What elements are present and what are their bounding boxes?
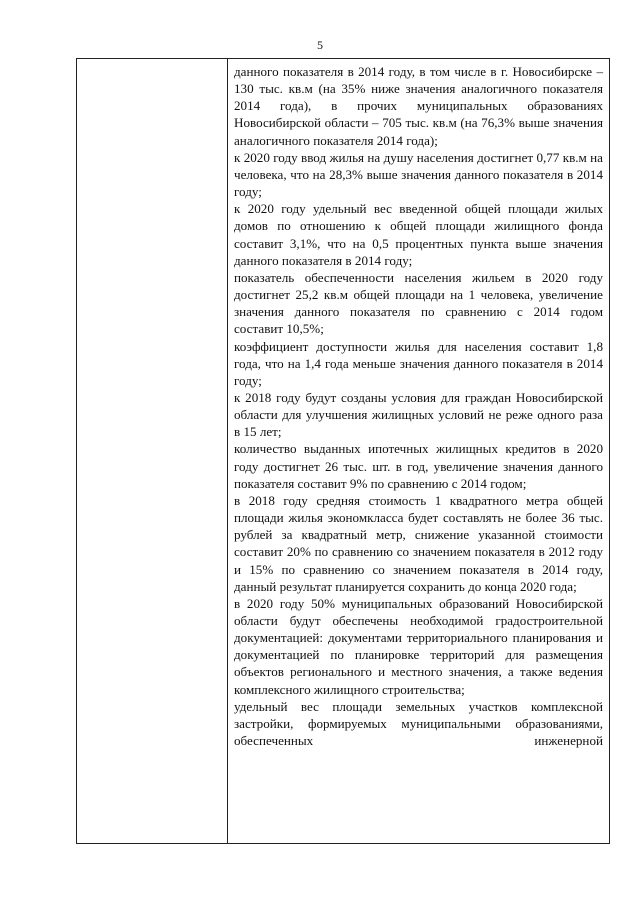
table-right-cell xyxy=(229,59,609,843)
paragraph-housing-provision: показатель обеспеченности населения жильем в 2020 году достигнет 25,2 кв.м общей площади на 1 человека, увеличение значения данного показателя по сравнению с 2014 годом составит 10,5%; xyxy=(234,269,603,337)
paragraph-urban-planning-docs: в 2020 году 50% муниципальных образований Новосибирской области будут обеспечены необходимой градостроительной документацией: документами территориального планирования и документацией по планировке территорий для размещения объектов регионального и местного значения, а также ведения комплексного жилищного строительства; xyxy=(234,595,603,697)
paragraph-mortgages: количество выданных ипотечных жилищных кредитов в 2020 году достигнет 26 тыс. шт. в год, увеличение значения данного показателя составит 9% по сравнению с 2014 годом; xyxy=(234,441,603,491)
paragraph-housing-per-capita: к 2020 году ввод жилья на душу населения достигнет 0,77 кв.м на человека, что на 28,3% выше значения данного показателя в 2014 году; xyxy=(234,149,603,200)
table-left-cell xyxy=(77,59,228,843)
document-table xyxy=(76,58,610,844)
paragraph-affordability: коэффициент доступности жилья для населения составит 1,8 года, что на 1,4 года меньше значения данного показателя в 2014 году; xyxy=(234,338,603,388)
paragraph-price-per-meter: в 2018 году средняя стоимость 1 квадратного метра общей площади жилья экономкласса будет составлять не более 36 тыс. рублей за квадратный метр, снижение указанной стоимости составит 20% по сравнению со значением показателя в 2012 году и 15% по сравнению со значением показателя в 2014 году, данный результат планируется сохранить до конца 2020 года; xyxy=(234,492,603,594)
paragraph-living-conditions: к 2018 году будут созданы условия для граждан Новосибирской области для улучшения жилищных условий не реже одного раза в 15 лет; xyxy=(234,389,603,440)
page-number: 5 xyxy=(317,38,323,52)
paragraph-housing-volume-2014: данного показателя в 2014 году, в том числе в г. Новосибирске – 130 тыс. кв.м (на 35% ниже значения аналогичного показателя 2014 года), в прочих муниципальных образованиях Новосибирской области – 705 тыс. кв.м (на 76,3% выше значения аналогичного показателя 2014 года); xyxy=(234,64,603,148)
paragraph-land-plots: удельный вес площади земельных участков комплексной застройки, формируемых муниципальными образованиями, обеспеченных инженерной xyxy=(234,698,603,749)
paragraph-housing-share: к 2020 году удельный вес введенной общей площади жилых домов по отношению к общей площади жилищного фонда составит 3,1%, что на 0,5 процентных пункта выше значения данного показателя в 2014 году; xyxy=(234,201,603,268)
